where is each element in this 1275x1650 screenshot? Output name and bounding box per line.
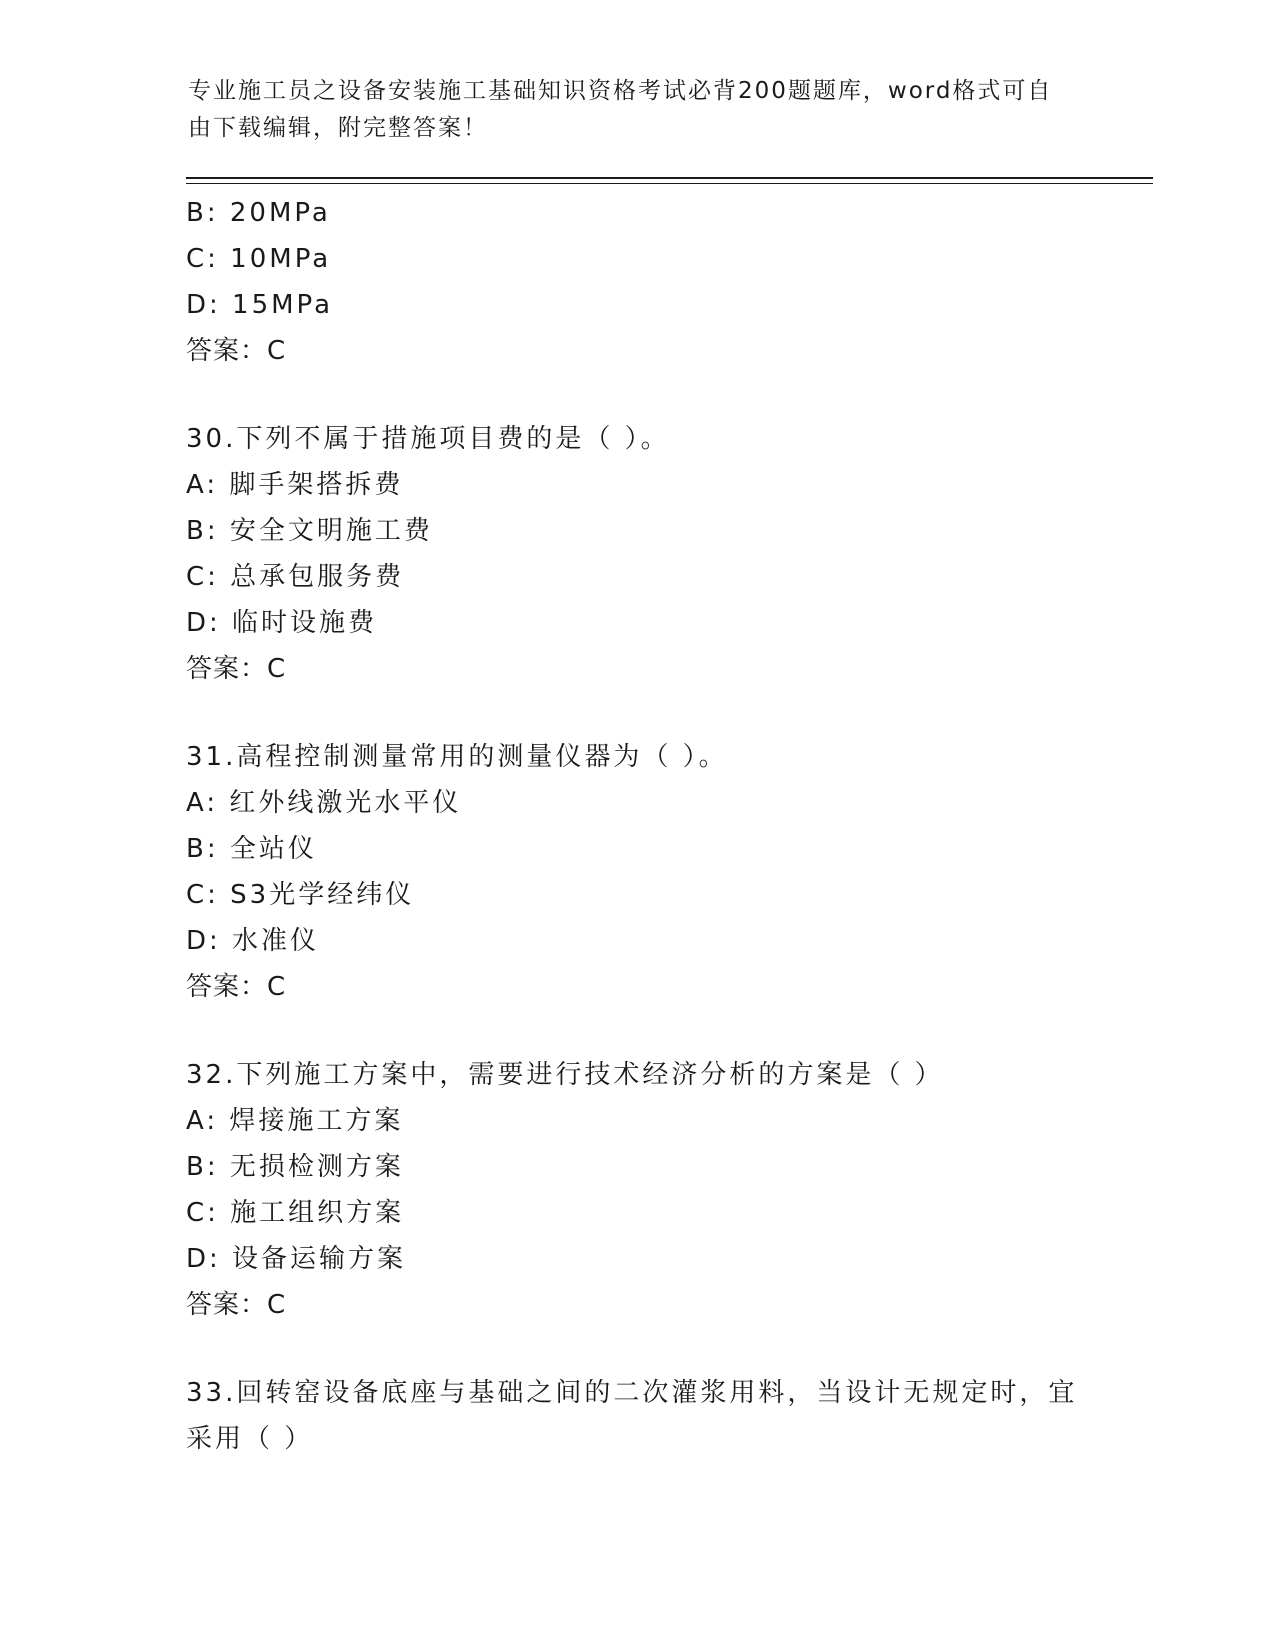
header-divider-thin [186,183,1153,184]
question-content [186,190,1086,1462]
answer-line: 答案：C [186,972,287,1002]
option-c: C: 总承包服务费 [186,562,405,592]
question-stem: 30.下列不属于措施项目费的是（ ）。 [186,424,670,454]
option-a: A: 焊接施工方案 [186,1106,404,1136]
option-a: A: 脚手架搭拆费 [186,470,404,500]
option-c: C: 施工组织方案 [186,1198,405,1228]
question-stem-line2: 采用（ ） [186,1424,314,1454]
answer-line: 答案：C [186,336,287,366]
option-b: B: 无损检测方案 [186,1152,404,1182]
question-stem: 32.下列施工方案中，需要进行技术经济分析的方案是（ ） [186,1060,944,1090]
question-stem-line1: 33.回转窑设备底座与基础之间的二次灌浆用料，当设计无规定时，宜 [186,1378,1078,1408]
answer-line: 答案：C [186,1290,287,1320]
answer-line: 答案：C [186,654,287,684]
spacer [186,692,1086,734]
option-d: D: 临时设施费 [186,608,378,638]
option-d: D: 设备运输方案 [186,1244,407,1274]
option-b: B: 安全文明施工费 [186,516,433,546]
option-b: B: 20MPa [186,198,331,228]
option-b: B: 全站仪 [186,834,317,864]
option-d: D: 15MPa [186,290,334,320]
spacer [186,374,1086,416]
option-d: D: 水准仪 [186,926,320,956]
spacer [186,1328,1086,1370]
spacer [186,1010,1086,1052]
question-stem: 31.高程控制测量常用的测量仪器为（ ）。 [186,742,728,772]
option-c: C: 10MPa [186,244,332,274]
option-a: A: 红外线激光水平仪 [186,788,462,818]
document-header-title: 专业施工员之设备安装施工基础知识资格考试必背200题题库，word格式可自由下载编辑，附完整答案！ [188,78,1053,141]
option-c: C: S3光学经纬仪 [186,880,415,910]
header-divider-thick [186,177,1153,179]
